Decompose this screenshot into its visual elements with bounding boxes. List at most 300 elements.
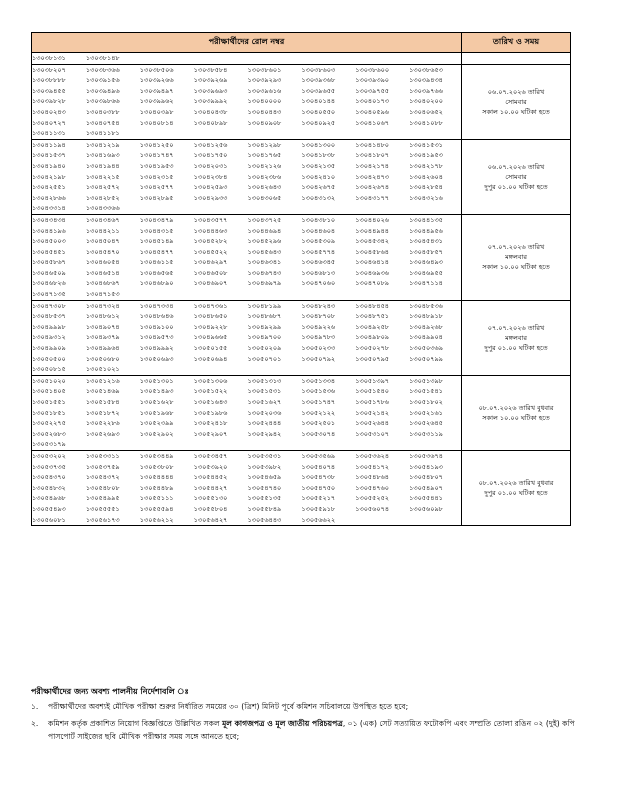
- roll-number: ১৩০৫৪৮৩২: [32, 483, 66, 492]
- roll-number: ১৩০৪৩০৬৫: [247, 193, 282, 202]
- roll-number: ১৩০৫১৬২৭: [247, 398, 282, 406]
- roll-number: ১৩০৫০৮১৫: [32, 365, 66, 374]
- roll-number: ১৩০৪৫৪৩১: [409, 237, 443, 246]
- roll-number: ১৩০৪৬৭৪৩: [247, 268, 282, 277]
- roll-number: ১৩০৫২১২২: [301, 408, 336, 417]
- roll-number: ১৩০৫৪৯০৭: [409, 483, 443, 492]
- roll-number: ১৩০৫৫১৩৫: [247, 494, 282, 503]
- roll-number: ১৩০৩৮৬০৩: [301, 65, 336, 74]
- roll-number: ১৩০৫১৫২২: [193, 387, 228, 396]
- roll-number: ১৩০৫৬০৯৮: [409, 504, 443, 513]
- schedule-table: [31, 32, 571, 526]
- roll-number: ১৩০৫৩৬২৪: [355, 451, 390, 460]
- table-body: [32, 53, 571, 526]
- roll-number: ১৩০৪৬৯০৭: [193, 279, 228, 288]
- roll-number: ১৩০৫১৪০৫: [32, 387, 66, 396]
- roll-number: ১৩০৫১৮৫১: [32, 408, 66, 417]
- roll-number: ১৩০৫৩৬৭৪: [409, 451, 443, 460]
- date-time-line: মঙ্গলবার: [505, 253, 527, 262]
- date-time-cell: [462, 375, 571, 450]
- roll-number: ১৩০৩৯২৬৯: [193, 76, 228, 85]
- roll-number: ১৩০৪৯১০০: [139, 322, 174, 331]
- roll-number: ১৩০৪৯৫৭৩: [139, 333, 174, 342]
- roll-number: ১৩০৫২৯০২: [139, 429, 174, 438]
- roll-number: ১৩০৫৪৭৪০: [247, 483, 282, 492]
- roll-number: ১৩০৪৮৭৫১: [355, 312, 390, 321]
- roll-number: ১৩০৪৬৮৬৭: [85, 279, 120, 288]
- roll-number: ১৩০৫৩৪৫৭: [193, 451, 228, 460]
- roll-numbers-grid: [32, 215, 461, 300]
- roll-number: ১৩০৫২৯০৭: [193, 429, 228, 438]
- roll-number: ১৩০৪৪৯৪৪: [355, 226, 390, 235]
- roll-number: ১৩০৪৬৯৩৬: [355, 268, 390, 277]
- schedule-row: [32, 64, 571, 139]
- date-time-line: সকাল ১০.০০ ঘটিকা হতে: [482, 413, 550, 422]
- roll-number: ১৩০৪০৪৪৩: [247, 107, 282, 116]
- roll-number: ১৩০৩৯৪৯৭: [139, 86, 174, 95]
- roll-number: ১৩০৪৯২৬৮: [409, 322, 443, 331]
- instruction-number: ১.: [31, 702, 39, 711]
- roll-number: ১৩০৪৫৪৫১: [32, 247, 66, 256]
- roll-number: ১৩০৫৫৮৪৯: [247, 504, 282, 513]
- roll-number: ১৩০৫২২৭৫: [32, 419, 66, 428]
- roll-number: ১৩০৪৯২২৬: [301, 322, 336, 331]
- roll-numbers-grid: [32, 451, 461, 525]
- roll-number: ১৩০৫৩৫৩১: [247, 451, 282, 460]
- roll-number: ১৩০৪৬৫৬৫: [139, 268, 174, 277]
- roll-number: ১৩০৫৫২৫২: [355, 494, 390, 503]
- roll-number: ১৩০৫৬০৭৪: [355, 504, 390, 513]
- roll-numbers-cell: [32, 375, 462, 450]
- roll-number: ১৩০৫০৬৯৩: [139, 354, 174, 363]
- roll-number: ১৩০৪৩১৭৭: [355, 193, 390, 202]
- roll-number: ১৩০৫৪৮০৮: [85, 483, 120, 492]
- roll-number: ১৩০৫৬০৮১: [32, 515, 66, 524]
- roll-number: ১৩০৫৪৪৪৪: [139, 473, 174, 482]
- roll-number: ১৩০৪৯৩৭৯: [85, 333, 120, 342]
- roll-number: ১৩০৪৬৩৪১: [247, 258, 282, 267]
- roll-number: ১৩০৪৫২৮২: [193, 237, 228, 246]
- instruction-text-part: , ০১ (এক) সেট সত্যায়িত ফটোকপি এবং সম্প্রতি তোলা রঙিন ০২ (দুই) কপি পাসপোর্ট সাইজের ছবি মৌখিক পরীক্ষার সময় সঙ্গে আনতে হবে;: [48, 719, 575, 741]
- roll-number: ১৩০৩৯৮২৮: [32, 97, 66, 106]
- roll-number: ১৩০৪৩৫৭৭: [193, 215, 228, 224]
- roll-number: ১৩০৫০১৫৫: [193, 344, 228, 353]
- roll-number: ১৩০৪৮১৯৯: [247, 301, 282, 310]
- roll-number: ১৩০৫৪৪২৭: [193, 483, 228, 492]
- roll-number: ১৩০৫০৬৯৪: [193, 354, 228, 363]
- roll-number: ১৩০৪১৮০৭: [355, 151, 390, 160]
- roll-number: ১৩০৪১১৩১: [32, 129, 66, 138]
- roll-number: ১৩০৫৩৫৬৯: [301, 451, 336, 460]
- roll-number: ১৩০৫৪৮০৭: [409, 473, 443, 482]
- roll-number: ১৩০৩৯৪৩৪: [409, 76, 443, 85]
- roll-number: ১৩০৫১৩১৩: [247, 376, 282, 385]
- roll-number: ১৩০৪৬৪৯৩: [409, 258, 443, 267]
- date-time-line: দুপুর ০১.০০ ঘটিকা হতে: [484, 489, 548, 498]
- roll-number: ১৩০৫০৬৮০: [85, 354, 120, 363]
- roll-number: ১৩০৪০১৭৩: [355, 97, 390, 106]
- roll-numbers-cell: [32, 53, 462, 65]
- roll-number: ১৩০৫২৪১৮: [193, 419, 228, 428]
- roll-number: ১৩০৩৮১৪৮: [85, 54, 120, 62]
- roll-number: ১৩০৪২১৭৮: [409, 161, 443, 170]
- roll-number: ১৩০৪১২৫৬: [193, 140, 228, 149]
- roll-number: ১৩০৫৪৯৬৮: [32, 494, 66, 503]
- roll-number: ১৩০৫২১৬১: [409, 408, 443, 417]
- roll-number: ১৩০৪২৮৯৫: [139, 193, 174, 202]
- roll-number: ১৩০৪১৯৪০: [32, 161, 66, 170]
- roll-number: ১৩০৩৮৫৮৪: [193, 65, 228, 74]
- roll-number: ১৩০৪১৯৪৪: [85, 161, 120, 170]
- roll-number: ১৩০৫৩২০২: [32, 451, 66, 460]
- roll-number: ১৩০৪১২৫০: [139, 140, 174, 149]
- roll-number: ১৩০৪০৯২৫: [301, 118, 336, 127]
- roll-number: ১৩০৪৬৫০৮: [193, 268, 228, 277]
- roll-number: ১৩০৪৯৬৬৫: [193, 333, 228, 342]
- roll-number: ১৩০৪৯২৫৮: [355, 322, 390, 331]
- roll-number: ১৩০৫২২৮৬: [85, 419, 120, 428]
- roll-number: ১৩০৫১৩৩৪: [301, 376, 336, 385]
- roll-number: ১৩০৪১৬৯৩: [85, 151, 120, 160]
- roll-number: ১৩০৪৩৭২৫: [247, 215, 282, 224]
- roll-number: ১৩০৫৫৪৪১: [409, 494, 443, 503]
- roll-number: ১৩০৪৭৩০৮: [32, 301, 66, 310]
- date-time-line: দুপুর ০১.০০ ঘটিকা হতে: [484, 182, 548, 191]
- roll-number: ১৩০৫৩৯২০: [193, 462, 228, 471]
- roll-number: ১৩০৫৩৮০৮: [139, 462, 174, 471]
- roll-number: ১৩০৩৯৩৯০: [355, 76, 390, 85]
- roll-number: ১৩০৪০৫৯৬: [355, 107, 390, 116]
- roll-number: ১৩০৪২৬৭৪: [355, 183, 390, 192]
- date-time-line: ০৬.০৭.২০২৬ তারিখ: [487, 162, 545, 171]
- roll-number: ১৩০৩৯৬১৬: [247, 86, 282, 95]
- roll-number: ১৩০৪১২১৯: [85, 140, 120, 149]
- roll-number: ১৩০৫৪৭৩৮: [301, 473, 336, 482]
- roll-number: ১৩০৩৮৬০১: [247, 65, 282, 74]
- roll-number: ১৩০৫৬১৭৩: [85, 515, 120, 524]
- roll-number: ১৩০৩৯৪৫৫: [32, 86, 66, 95]
- roll-number: ১৩০৪২৫৯৩: [193, 183, 228, 192]
- instruction-text: [48, 717, 576, 743]
- roll-number: ১৩০৪১৭৫০: [193, 151, 228, 160]
- date-time-line: দুপুর ০১.০০ ঘটিকা হতে: [484, 343, 548, 352]
- roll-number: ১৩০৫০৩৬৯: [409, 344, 443, 353]
- roll-number: ১৩০৪৬৫১৪: [85, 268, 120, 277]
- roll-number: ১৩০৪৬৮১৩: [301, 268, 336, 277]
- roll-number: ১৩০৪৭০৬০: [301, 279, 336, 288]
- roll-number: ১৩০৫০২০৯: [247, 344, 282, 353]
- roll-number: ১৩০৪৬৩৪৫: [301, 258, 336, 267]
- roll-number: ১৩০৫০২৭৮: [355, 344, 390, 353]
- roll-number: ১৩০৫৩৪৪৯: [139, 451, 174, 460]
- roll-numbers-grid: [32, 65, 461, 139]
- roll-number: ১৩০৪৯০৭৪: [85, 322, 120, 331]
- roll-number: ১৩০৩৯২৬৬: [139, 76, 174, 85]
- roll-number: ১৩০৫৫১১১: [139, 494, 174, 503]
- roll-number: ১৩০৪৮৬১২: [85, 312, 120, 321]
- roll-number: ১৩০৫০৭৯৯: [409, 354, 443, 363]
- roll-number: ১৩০৫১৩০৬: [193, 376, 228, 385]
- roll-number: ১৩০৪৮৭০৮: [301, 312, 336, 321]
- roll-number: ১৩০৪৫৫২২: [193, 247, 228, 256]
- roll-number: ১৩০৫৪৩৭২: [85, 473, 120, 482]
- header-date-time: তারিখ ও সময়: [462, 33, 571, 53]
- roll-number: ১৩০৪১১৯৪: [32, 140, 66, 149]
- roll-number: ১৩০৪৪০২৬: [355, 215, 390, 224]
- roll-number: ১৩০৪০১৪৪: [301, 97, 336, 106]
- roll-number: ১৩০৪৩২১৬: [409, 193, 443, 202]
- roll-number: ১৩০৪১৭৪৭: [139, 151, 174, 160]
- roll-number: ১৩০৫৫২১৭: [301, 494, 336, 503]
- roll-number: ১৩০৪৪১৯৬: [32, 226, 66, 235]
- roll-number: ১৩০৪৬৮৯০: [139, 279, 174, 288]
- roll-number: ১৩০৩৮১৩১: [32, 54, 66, 62]
- roll-number: ১৩০৪৫৪৭০: [85, 247, 120, 256]
- roll-number: ১৩০৪০৭৫৪: [85, 118, 120, 127]
- roll-number: ১৩০৫১৫৩৬: [301, 387, 336, 396]
- roll-number: ১৩০৪৩৩১৪: [32, 204, 66, 213]
- roll-number: ১৩০৫৫৫৯৪: [139, 504, 174, 513]
- roll-number: ১৩০৪৭০৮৯: [355, 279, 390, 288]
- roll-number: ১৩০৪২৬৪৩: [247, 183, 282, 192]
- roll-number: ১৩০৪৬৯৭৯: [247, 279, 282, 288]
- roll-number: ১৩০৪১৮৩৮: [301, 151, 336, 160]
- roll-number: ১৩০৪৪৬৯৪: [247, 226, 282, 235]
- roll-numbers-cell: [32, 450, 462, 525]
- roll-number: ১৩০৩৯৯৯২: [193, 97, 228, 106]
- roll-number: ১৩০৪৯৯৯৮: [32, 322, 66, 331]
- roll-number: ১৩০৫২৯৪২: [247, 429, 282, 438]
- roll-number: ১৩০৪৩৩৬৬: [85, 204, 120, 213]
- roll-number: ১৩০৫১৯৬৮: [139, 408, 174, 417]
- roll-number: ১৩০৪৬০৫৪: [85, 258, 120, 267]
- roll-number: ১৩০৪৯৯০৯: [32, 344, 66, 353]
- roll-number: ১৩০৫২৬৪৫: [409, 419, 443, 428]
- roll-number: ১৩০৫১৮৭২: [85, 408, 120, 417]
- roll-number: ১৩০৪২৩৮৪: [193, 172, 228, 181]
- roll-number: ১৩০৫৫৯১৮: [301, 504, 336, 513]
- roll-number: ১৩০৪১৭৬৫: [247, 151, 282, 160]
- roll-number: ১৩০৩৯৯৬২: [139, 97, 174, 106]
- roll-number: ১৩০৫১২১৬: [85, 376, 120, 385]
- roll-number: ১৩০৫৩৭৩৫: [32, 462, 66, 471]
- date-time-line: ০৮.০৭.২০২৬ তারিখ বুধবার: [478, 403, 554, 412]
- roll-number: ১৩০৫১৪৬৯: [85, 387, 120, 396]
- roll-number: ১৩০৪৫৪৭৭: [139, 247, 174, 256]
- roll-number: ১৩০৪৪২১১: [85, 226, 120, 235]
- date-time-cell: [462, 300, 571, 375]
- roll-number: ১৩০৪৫৮৬৪: [355, 247, 390, 256]
- roll-number: ১৩০৪০৯০৮: [247, 118, 282, 127]
- roll-number: ১৩০৪০৬৫২: [409, 107, 443, 116]
- roll-number: ১৩০৪২৩১৫: [139, 172, 174, 181]
- roll-number: ১৩০৪৯২৯৯: [247, 322, 282, 331]
- roll-number: ১৩০৪০৮৯৮: [193, 118, 228, 127]
- roll-number: ১৩০৪১০৮৮: [409, 118, 443, 127]
- roll-number: ১৩০৫১৫৮৪: [85, 398, 120, 406]
- roll-number: ১৩০৫৬৬২২: [301, 515, 336, 524]
- roll-number: ১৩০৩৯৮৬৬: [85, 97, 120, 106]
- roll-number: ১৩০৫৬২১২: [139, 515, 174, 524]
- roll-number: ১৩০৪৮৫৩৬: [409, 301, 443, 310]
- roll-number: ১৩০৫১৭৮৬: [355, 398, 390, 406]
- roll-number: ১৩০৫১৫৫১: [32, 398, 66, 406]
- roll-number: ১৩০৪২৮৫২: [85, 193, 120, 202]
- roll-number: ১৩০৫৫৫৫১: [85, 504, 120, 513]
- roll-number: ১৩০৪৩৪৭৯: [139, 215, 174, 224]
- roll-number: ১৩০৫৪৮৬৪: [355, 473, 390, 482]
- roll-number: ১৩০৫৩৭৫৯: [85, 462, 120, 471]
- roll-number: ১৩০৪২৪১০: [301, 172, 336, 181]
- date-time-line: মঙ্গলবার: [505, 333, 527, 342]
- roll-number: ১৩০৩৯৬৫৫: [301, 86, 336, 95]
- roll-number: ১৩০৪২৫৫১: [32, 183, 66, 192]
- roll-number: ১৩০৫১৩৯৮: [409, 376, 443, 385]
- roll-number: ১৩০৫১৩০১: [139, 376, 174, 385]
- roll-number: ১৩০৪৭৩৬১: [193, 301, 228, 310]
- roll-number: ১৩০৪০২৪৩: [32, 107, 66, 116]
- roll-number: ১৩০৪৫০৪৭: [85, 237, 120, 246]
- roll-number: ১৩০৩৯৩৬৮: [301, 76, 336, 85]
- roll-number: ১৩০৪০৩৯৮: [139, 107, 174, 116]
- roll-number: ১৩০৪২১২৬: [247, 161, 282, 170]
- roll-number: ১৩০৫৪৯৯৫: [85, 494, 120, 503]
- roll-number: ১৩০৪১৯৫৩: [139, 161, 174, 170]
- roll-numbers-cell: [32, 214, 462, 300]
- roll-number: ১৩০৪৫১৪৯: [139, 237, 174, 246]
- roll-number: ১৩০৫৩৩১১: [85, 451, 120, 460]
- roll-number: ১৩০৫১৭৪৭: [301, 398, 336, 406]
- roll-number: ১৩০৪৫৮৬৭: [32, 258, 66, 267]
- roll-number: ১৩০৪১০৬৭: [355, 118, 390, 127]
- roll-number: ১৩০৪৫৮৫৭: [409, 247, 443, 256]
- roll-number: ১৩০৪৮৪৫৪: [355, 301, 390, 310]
- instruction-bold-text: মূল কাগজপত্র ও মূল জাতীয় পরিচয়পত্র: [222, 719, 343, 728]
- roll-number: ১৩০৩৮৫০৬: [139, 65, 174, 74]
- roll-number: ১৩০৫০৭৯৫: [355, 354, 390, 363]
- date-time-line: ০৬.০৭.২০২৬ তারিখ: [487, 87, 545, 96]
- roll-numbers-grid: [32, 376, 461, 450]
- roll-number: ১৩০৩৮৮৮৮: [32, 76, 66, 85]
- date-time-cell: [462, 139, 571, 214]
- roll-number: ১৩০৫২৬৯৩: [85, 429, 120, 438]
- instruction-item-1: [31, 700, 576, 713]
- schedule-row: [32, 139, 571, 214]
- roll-number: ১৩০৫২০৩৬: [247, 408, 282, 417]
- roll-number: ১৩০৪২৫৭২: [85, 183, 120, 192]
- roll-number: ১৩০৪২৮৬৬: [32, 193, 66, 202]
- roll-numbers-cell: [32, 64, 462, 139]
- instruction-text: পরীক্ষার্থীদের অবশ্যই মৌখিক পরীক্ষা শুরুর নির্ধারিত সময়ের ৩০ (ত্রিশ) মিনিট পূর্বে কমিশন সচিবালয়ে উপস্থিত হতে হবে;: [48, 702, 409, 711]
- roll-number: ১৩০৪৯৭৮৩: [301, 333, 336, 342]
- roll-number: ১৩০৪১৯৫৩: [409, 151, 443, 160]
- roll-number: ১৩০৪২৮৫৪: [409, 183, 443, 192]
- roll-number: ১৩০৪৮৬৮৭: [247, 312, 282, 321]
- roll-number: ১৩০৫৪৩৭০: [32, 473, 66, 482]
- roll-number: ১৩০৫৬৪২৭: [193, 515, 228, 524]
- roll-number: ১৩০৪৩৪৬৭: [85, 215, 120, 224]
- roll-number: ১৩০৪০৪৩৮: [193, 107, 228, 116]
- roll-number: ১৩০৫৪১৯৩: [409, 462, 443, 471]
- roll-number: ১৩০৪৩১৩২: [301, 193, 336, 202]
- roll-number: ১৩০৪১৫৩৭: [32, 151, 66, 160]
- roll-number: ১৩০৪৫৬৪৩: [247, 247, 282, 256]
- date-time-cell: [462, 450, 571, 525]
- roll-number: ১৩০৩৯১৫৬: [85, 76, 120, 85]
- roll-number: ১৩০৫২৬৪৪: [355, 419, 390, 428]
- roll-number: ১৩০৫৩০৭৪: [301, 429, 336, 438]
- roll-number: ১৩০৪৩৮১০: [301, 215, 336, 224]
- roll-number: ১৩০৫০২৩৩: [301, 344, 336, 353]
- date-time-line: সোমবার: [505, 97, 527, 106]
- roll-number: ১৩০৪৮৬৫০: [193, 312, 228, 321]
- roll-number: ১৩০৪৯৯৬৪: [85, 344, 120, 353]
- schedule-row: [32, 300, 571, 375]
- roll-number: ১৩০৪২৫৭৭: [139, 183, 174, 192]
- schedule-row: [32, 375, 571, 450]
- header-rolls: পরীক্ষার্থীদের রোল নম্বর: [32, 33, 462, 53]
- roll-number: ১৩০৪৬৪১৪: [355, 258, 390, 267]
- roll-number: ১৩০৪৮২৪৩: [301, 301, 336, 310]
- roll-number: ১৩০৫৪৭৫০: [301, 483, 336, 492]
- date-time-cell: [462, 53, 571, 65]
- roll-number: ১৩০৪৬৫০৯: [32, 268, 66, 277]
- roll-number: ১৩০৪৪৯৫৬: [409, 226, 443, 235]
- roll-number: ১৩০৫২৩৯৯: [139, 419, 174, 428]
- roll-number: ১৩০৫১০২০: [32, 376, 66, 385]
- roll-number: ১৩০৪৯৯৯২: [139, 344, 174, 353]
- roll-number: ১৩০৪২১৭৪: [355, 161, 390, 170]
- roll-number: ১৩০৩৯৪৯৬: [85, 86, 120, 95]
- roll-number: ১৩০৫১৬৪৩: [193, 398, 228, 406]
- roll-number: ১৩০৪৪৩১৫: [139, 226, 174, 235]
- roll-number: ১৩০৫১৬২৮: [139, 398, 174, 406]
- roll-number: ১৩০৫৩১১৯: [409, 429, 443, 438]
- roll-number: ১৩০৪৬১১৫: [139, 258, 174, 267]
- date-time-line: সকাল ১০.০০ ঘটিকা হতে: [482, 107, 550, 116]
- roll-number: ১৩০৫১০২১: [85, 365, 120, 374]
- roll-number: ১৩০৩৮৬৫৩: [409, 65, 443, 74]
- roll-number: ১৩০৫০৭৯২: [301, 354, 336, 363]
- roll-number: ১৩০৩৯৭৫৫: [355, 86, 390, 95]
- roll-number: ১৩০৫৪৭৬০: [355, 483, 390, 492]
- date-time-line: সোমবার: [505, 172, 527, 181]
- roll-number: ১৩০৩৮২০৭: [32, 65, 66, 74]
- roll-number: ১৩০৫১৫৩১: [247, 387, 282, 396]
- roll-number: ১৩০৫১৮০২: [409, 398, 443, 406]
- instruction-text-part: কমিশন কর্তৃক প্রকাশিত নিয়োগ বিজ্ঞপ্তিতে উল্লিখিত সকল: [48, 719, 223, 728]
- roll-number: ১৩০৪১২৯৮: [247, 140, 282, 149]
- roll-number: ১৩০৪৯৭০০: [247, 333, 282, 342]
- date-time-line: ০৮.০৭.২০২৬ তারিখ বুধবার: [478, 479, 554, 488]
- date-time-line: ০৭.০৭.২০২৬ তারিখ: [487, 323, 545, 332]
- roll-number: ১৩০৩৯২৯৩: [247, 76, 282, 85]
- date-time-cell: [462, 64, 571, 139]
- roll-number: ১৩০৫৩১৭৯: [32, 440, 66, 449]
- roll-number: ১৩০৪১১৮১: [85, 129, 120, 138]
- roll-number: ১৩০৫৫১৩০: [193, 494, 228, 503]
- roll-number: ১৩০৫২১৪২: [355, 408, 390, 417]
- roll-number: ১৩০৫১৯৮৬: [193, 408, 228, 417]
- roll-number: ১৩০৪৫৩০৯: [301, 237, 336, 246]
- roll-number: ১৩০৪৭৩৩৪: [139, 301, 174, 310]
- roll-number: ১৩০৪৮৬৪৬: [139, 312, 174, 321]
- roll-number: ১৩০৫৪৬৫৯: [247, 473, 282, 482]
- roll-number: ১৩০৫১৫৪০: [355, 387, 390, 396]
- roll-number: ১৩০৪৪১৩৫: [409, 215, 443, 224]
- roll-number: ১৩০৪৫২৯৬: [247, 237, 282, 246]
- roll-number: ১৩০৪৬৯৫৫: [409, 268, 443, 277]
